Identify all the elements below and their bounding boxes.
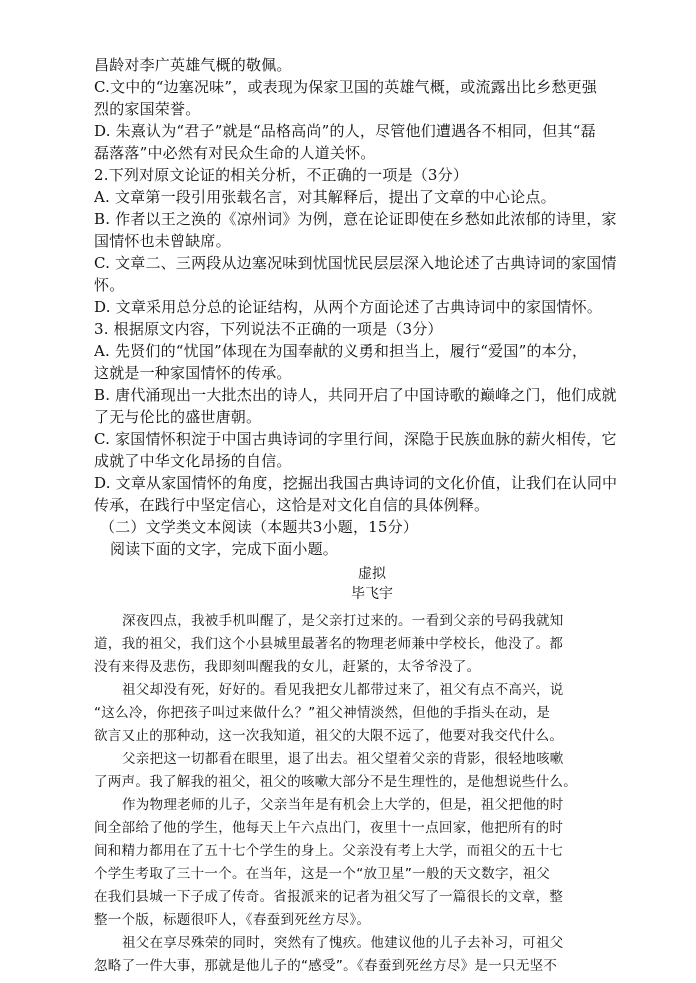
story-line: 间全部给了他的学生，他每天上午六点出门，夜里十一点回家，他把所有的时	[94, 820, 564, 836]
story-line: “这么冷，你把孩子叫过来做什么？”祖父神情淡然，但他的手指头在动，是	[94, 705, 551, 721]
text-line: 怀。	[94, 276, 125, 294]
text-line: 传承，在践行中坚定信心，这恰是对文化自信的具体例释。	[94, 496, 490, 514]
section-instruction: 阅读下面的文字，完成下面小题。	[110, 540, 339, 558]
option-a-line: A. 先贤们的“忧国”体现在为国奉献的义勇和担当上，履行“爱国”的本分，	[94, 342, 588, 360]
text-line: 这就是一种家国情怀的传承。	[94, 364, 292, 382]
story-line: 深夜四点，我被手机叫醒了，是父亲打过来的。一看到父亲的号码我就知	[122, 613, 564, 629]
option-d-line: D. 朱熹认为“君子”就是“品格高尚”的人，尽管他们遭遇各不相同，但其“磊	[94, 122, 596, 140]
question-block	[94, 54, 640, 516]
story-line: 间和精力都用在了五十七个学生的身上。父亲没有考上大学，而祖父的五十七	[94, 843, 564, 859]
story-line: 在我们县城一下子成了传奇。省报派来的记者为祖父写了一篇很长的文章，整	[94, 889, 564, 905]
story-line: 祖父在享尽殊荣的同时，突然有了愧疚。他建议他的儿子去补习，可祖父	[122, 935, 564, 951]
question-2-stem: 2.下列对原文论证的相关分析，不正确的一项是（3分）	[94, 166, 469, 184]
story-line: 了两声。我了解我的祖父，祖父的咳嗽大部分不是生理性的，是他想说些什么。	[94, 774, 577, 790]
option-c-line: C.文中的“边塞况味”，或表现为保家卫国的英雄气概，或流露出比乡愁更强	[94, 78, 598, 96]
story-line: 祖父却没有死，好好的。看见我把女儿都带过来了，祖父有点不高兴，说	[122, 682, 564, 698]
option-b-line: B. 唐代涌现出一大批杰出的诗人，共同开启了中国诗歌的巅峰之门，他们成就	[94, 386, 617, 404]
story-line: 父亲把这一切都看在眼里，退了出去。祖父望着父亲的背影，很轻地咳嗽	[122, 751, 564, 767]
option-d-line: D. 文章从家国情怀的角度，挖掘出我国古典诗词的文化价值，让我们在认同中	[94, 474, 618, 492]
option-b-line: B. 作者以王之涣的《凉州词》为例，意在论证即使在乡愁如此浓郁的诗里，家	[94, 210, 617, 228]
story-line: 忽略了一件大事，那就是他儿子的“感受”。《春蚕到死丝方尽》是一只无坚不	[94, 958, 558, 974]
section-heading: （二）文学类文本阅读（本题共3小题，15分）	[100, 518, 419, 536]
story-line: 没有来得及悲伤，我即刻叫醒我的女儿，赶紧的，太爷爷没了。	[94, 659, 481, 675]
text-line: 磊落落”中必然有对民众生命的人道关怀。	[94, 144, 376, 162]
story-line: 作为物理老师的儿子，父亲当年是有机会上大学的，但是，祖父把他的时	[122, 797, 564, 813]
text-line: 成就了中华文化昂扬的自信。	[94, 452, 292, 470]
story-line: 整一个版，标题很吓人，《春蚕到死丝方尽》。	[94, 912, 371, 928]
story-line: 欲言又止的那种动，这一次我知道，祖父的大限不远了，他要对我交代什么。	[94, 728, 564, 744]
text-line: 了无与伦比的盛世唐朝。	[94, 408, 262, 426]
text-line: 国情怀也未曾缺席。	[94, 232, 231, 250]
option-a-line: A. 文章第一段引用张载名言，对其解释后，提出了文章的中心论点。	[94, 188, 556, 206]
question-3-stem: 3. 根据原文内容，下列说法不正确的一项是（3分）	[94, 320, 443, 338]
option-d-line: D. 文章采用总分总的论证结构，从两个方面论述了古典诗词中的家国情怀。	[94, 298, 603, 316]
story-author: 毕飞宇	[351, 586, 393, 602]
text-line: 烈的家国荣誉。	[94, 100, 201, 118]
option-c-line: C. 文章二、三两段从边塞况味到忧国忧民层层深入地论述了古典诗词的家国情	[94, 254, 617, 272]
story-title: 虚拟	[358, 566, 386, 582]
option-c-line: C. 家国情怀积淀于中国古典诗词的字里行间，深隐于民族血脉的薪火相传，它	[94, 430, 617, 448]
text-line: 昌龄对李广英雄气概的敬佩。	[94, 56, 292, 74]
story-line: 个学生考取了三十一个。在当年，这是一个“放卫星”一般的天文数字，祖父	[94, 866, 551, 882]
story-line: 道，我的祖父，我们这个小县城里最著名的物理老师兼中学校长，他没了。都	[94, 636, 564, 652]
story-body	[94, 610, 640, 978]
